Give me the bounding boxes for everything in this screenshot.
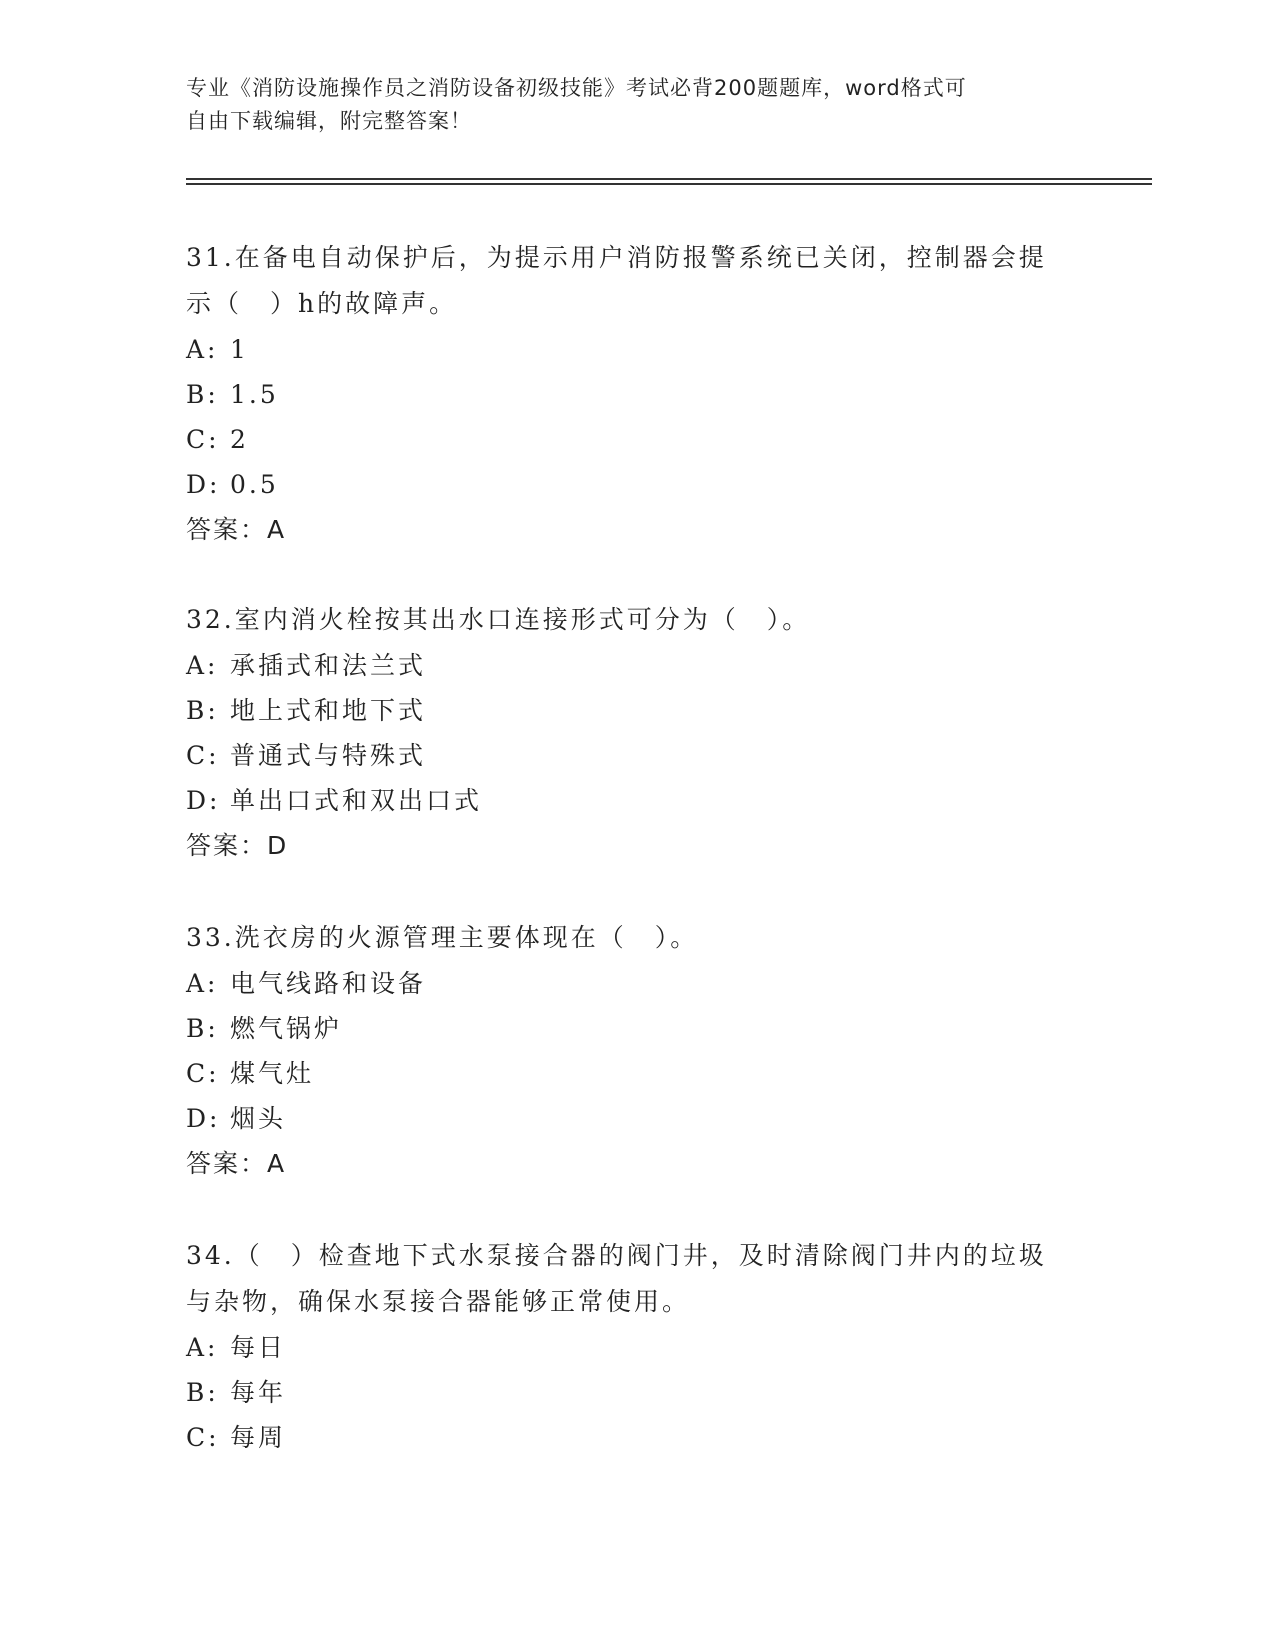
option-label: A:: [186, 335, 219, 364]
option-label: D:: [186, 470, 221, 499]
option-b: [186, 1370, 1086, 1415]
option-text: 电气线路和设备: [230, 969, 427, 998]
option-d: [186, 462, 1086, 507]
option-c: [186, 417, 1086, 462]
option-text: 单出口式和双出口式: [230, 786, 483, 815]
option-label: C:: [186, 741, 220, 770]
option-c: [186, 1051, 1086, 1096]
option-a: [186, 327, 1086, 372]
option-text: 每周: [230, 1423, 287, 1452]
option-a: [186, 961, 1086, 1006]
option-label: B:: [186, 1378, 219, 1407]
option-c: [186, 733, 1086, 778]
option-text: 烟头: [230, 1104, 287, 1133]
option-text: 1.5: [230, 380, 279, 409]
option-text: 每年: [230, 1378, 287, 1407]
option-label: A:: [186, 969, 219, 998]
option-text: 2: [230, 425, 249, 454]
option-b: [186, 688, 1086, 733]
option-label: C:: [186, 1059, 220, 1088]
option-d: [186, 778, 1086, 823]
option-a: [186, 1325, 1086, 1370]
answer: 答案：A: [186, 1149, 287, 1178]
option-label: A:: [186, 1333, 219, 1362]
question-31: [186, 235, 1086, 552]
option-b: [186, 1006, 1086, 1051]
document-header: [186, 72, 1066, 138]
option-text: 地上式和地下式: [230, 696, 427, 725]
header-divider-top: [186, 178, 1152, 180]
question-stem-line: 33.洗衣房的火源管理主要体现在（ ）。: [186, 923, 699, 952]
header-line-2: 自由下载编辑，附完整答案！: [186, 109, 472, 133]
option-text: 承插式和法兰式: [230, 651, 427, 680]
option-text: 煤气灶: [230, 1059, 315, 1088]
option-label: A:: [186, 651, 219, 680]
option-label: C:: [186, 1423, 220, 1452]
option-text: 燃气锅炉: [230, 1014, 343, 1043]
option-b: [186, 372, 1086, 417]
question-stem: [186, 235, 1086, 327]
option-text: 每日: [230, 1333, 287, 1362]
option-label: C:: [186, 425, 220, 454]
question-33: [186, 915, 1086, 1186]
question-stem-line: 示（ ）h的故障声。: [186, 289, 458, 318]
option-label: D:: [186, 786, 221, 815]
option-text: 普通式与特殊式: [230, 741, 427, 770]
question-stem: [186, 915, 1086, 961]
option-c: [186, 1415, 1086, 1460]
option-label: B:: [186, 380, 219, 409]
answer: 答案：A: [186, 515, 287, 544]
question-stem-line: 31.在备电自动保护后，为提示用户消防报警系统已关闭，控制器会提: [186, 243, 1047, 272]
option-a: [186, 643, 1086, 688]
question-stem-line: 与杂物，确保水泵接合器能够正常使用。: [186, 1287, 691, 1316]
option-label: D:: [186, 1104, 221, 1133]
question-stem: [186, 597, 1086, 643]
option-label: B:: [186, 1014, 219, 1043]
header-line-1: 专业《消防设施操作员之消防设备初级技能》考试必背200题题库，word格式可: [186, 76, 967, 100]
question-stem-line: 34.（ ）检查地下式水泵接合器的阀门井，及时清除阀门井内的垃圾: [186, 1241, 1047, 1270]
question-34: [186, 1233, 1086, 1460]
question-stem: [186, 1233, 1086, 1325]
header-divider-bottom: [186, 183, 1152, 185]
option-text: 0.5: [230, 470, 279, 499]
question-stem-line: 32.室内消火栓按其出水口连接形式可分为（ ）。: [186, 605, 811, 634]
option-text: 1: [230, 335, 249, 364]
option-label: B:: [186, 696, 219, 725]
question-32: [186, 597, 1086, 868]
answer: 答案：D: [186, 831, 289, 860]
option-d: [186, 1096, 1086, 1141]
